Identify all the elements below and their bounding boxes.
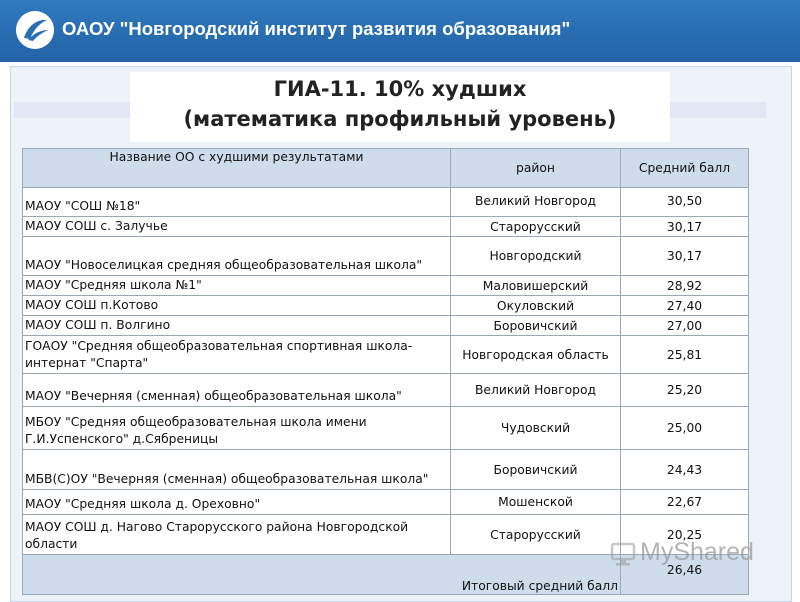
district: Маловишерский [451,276,621,296]
average-score: 30,17 [621,237,749,276]
header-district: район [451,149,621,188]
school-name: МАОУ "Средняя школа д. Ореховно" [23,490,451,515]
table-row [23,407,749,450]
school-name: МАОУ СОШ п. Волгино [23,316,451,336]
background-bar-right [654,102,766,118]
average-score: 24,43 [621,450,749,490]
table-row [23,276,749,296]
school-name: МАОУ "Новоселицкая средняя общеобразовательная школа" [23,237,451,276]
header-bar [0,0,800,62]
table-row [23,336,749,374]
average-score: 25,81 [621,336,749,374]
average-score: 27,00 [621,316,749,336]
average-score: 25,00 [621,407,749,450]
table-row [23,188,749,217]
school-name: МБВ(С)ОУ "Вечерняя (сменная) общеобразовательная школа" [23,450,451,490]
district: Новгородская область [451,336,621,374]
district: Боровичский [451,450,621,490]
district: Великий Новгород [451,374,621,407]
slide-title-line-1: ГИА-11. 10% худших [273,77,527,101]
table-row [23,217,749,237]
average-score: 27,40 [621,296,749,316]
average-score: 22,67 [621,490,749,515]
school-name: МАОУ СОШ с. Залучье [23,217,451,237]
school-name: МАОУ СОШ д. Нагово Старорусского района Новгородской области [23,515,451,555]
table-row [23,450,749,490]
average-score: 30,17 [621,217,749,237]
average-score: 25,20 [621,374,749,407]
district: Боровичский [451,316,621,336]
slide-title-line-2: (математика профильный уровень) [183,107,617,131]
district: Новгородский [451,237,621,276]
total-label: Итоговый средний балл [23,555,621,595]
table-row [23,490,749,515]
table-row [23,296,749,316]
slide-title [130,72,670,142]
district: Старорусский [451,217,621,237]
institute-logo-icon [16,11,54,49]
school-name: МБОУ "Средняя общеобразовательная школа имени Г.И.Успенского" д.Сябреницы [23,407,451,450]
school-name: МАОУ "Средняя школа №1" [23,276,451,296]
organization-title: ОАОУ "Новгородский институт развития образования" [62,18,571,39]
watermark-icon [608,538,638,572]
watermark-text: MyShared [640,538,754,566]
average-score: 20,25 [621,515,749,555]
district: Чудовский [451,407,621,450]
district: Мошенской [451,490,621,515]
results-table [22,148,749,595]
school-name: МАОУ "Вечерняя (сменная) общеобразовательная школа" [23,374,451,407]
table-row [23,374,749,407]
total-average-score: 26,46 [621,555,749,595]
header-average-score: Средний балл [621,149,749,188]
school-name: ГОАОУ "Средняя общеобразовательная спортивная школа-интернат "Спарта" [23,336,451,374]
table-row [23,316,749,336]
district: Окуловский [451,296,621,316]
average-score: 28,92 [621,276,749,296]
school-name: МАОУ СОШ п.Котово [23,296,451,316]
table-header-row [23,149,749,188]
school-name: МАОУ "СОШ №18" [23,188,451,217]
district: Старорусский [451,515,621,555]
average-score: 30,50 [621,188,749,217]
district: Великий Новгород [451,188,621,217]
table-row [23,237,749,276]
header-school-name: Название ОО с худшими результатами [23,149,451,188]
background-bar-left [14,102,144,118]
